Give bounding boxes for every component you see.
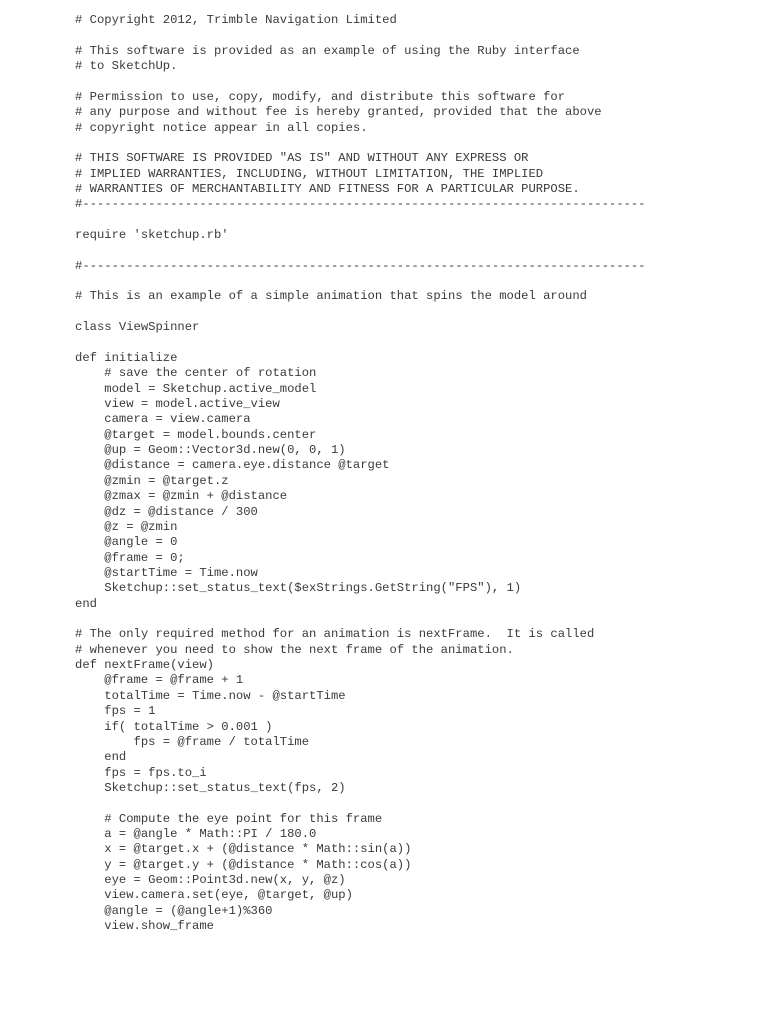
code-line: @target = model.bounds.center: [75, 427, 317, 442]
code-listing: [75, 13, 645, 935]
code-line: [75, 243, 645, 258]
code-line: [75, 796, 645, 811]
code-line: [75, 136, 645, 151]
code-line: @startTime = Time.now: [75, 565, 258, 580]
code-line: fps = 1: [75, 704, 156, 719]
code-line: def nextFrame(view): [75, 658, 214, 673]
code-line: @zmax = @zmin + @distance: [75, 489, 288, 504]
code-line: a = @angle * Math::PI / 180.0: [75, 827, 317, 842]
code-line: totalTime = Time.now - @startTime: [75, 688, 346, 703]
code-line: @distance = camera.eye.distance @target: [75, 458, 390, 473]
code-line: require 'sketchup.rb': [75, 228, 229, 243]
code-line: Sketchup::set_status_text(fps, 2): [75, 780, 346, 795]
code-line: # whenever you need to show the next frame of the animation.: [75, 642, 514, 657]
code-line: if( totalTime > 0.001 ): [75, 719, 273, 734]
code-line: # This software is provided as an example of using the Ruby interface: [75, 43, 580, 58]
code-line: # copyright notice appear in all copies.: [75, 120, 368, 135]
code-line: camera = view.camera: [75, 412, 251, 427]
code-line: end: [75, 750, 127, 765]
code-line: y = @target.y + (@distance * Math::cos(a)): [75, 857, 412, 872]
code-line: # any purpose and without fee is hereby granted, provided that the above: [75, 105, 602, 120]
code-line: #-----------------------------------------------------------------------------: [75, 197, 646, 212]
code-line: [75, 28, 645, 43]
code-line: # to SketchUp.: [75, 59, 178, 74]
code-line: fps = fps.to_i: [75, 765, 207, 780]
code-line: # save the center of rotation: [75, 366, 317, 381]
code-line: [75, 274, 645, 289]
code-line: class ViewSpinner: [75, 320, 200, 335]
code-line: # THIS SOFTWARE IS PROVIDED "AS IS" AND WITHOUT ANY EXPRESS OR: [75, 151, 529, 166]
code-line: x = @target.x + (@distance * Math::sin(a)): [75, 842, 412, 857]
code-line: [75, 336, 645, 351]
code-line: # Copyright 2012, Trimble Navigation Limited: [75, 13, 397, 27]
code-line: # This is an example of a simple animation that spins the model around: [75, 289, 587, 304]
code-line: [75, 74, 645, 89]
code-line: # Compute the eye point for this frame: [75, 811, 383, 826]
code-line: [75, 213, 645, 228]
code-line: @zmin = @target.z: [75, 473, 229, 488]
code-line: eye = Geom::Point3d.new(x, y, @z): [75, 873, 346, 888]
code-line: view = model.active_view: [75, 396, 280, 411]
code-line: @angle = 0: [75, 535, 178, 550]
code-line: # WARRANTIES OF MERCHANTABILITY AND FITNESS FOR A PARTICULAR PURPOSE.: [75, 181, 580, 196]
code-line: # The only required method for an animation is nextFrame. It is called: [75, 627, 595, 642]
code-line: @dz = @distance / 300: [75, 504, 258, 519]
code-line: [75, 612, 645, 627]
code-line: fps = @frame / totalTime: [75, 734, 310, 749]
code-line: @z = @zmin: [75, 519, 178, 534]
code-line: # Permission to use, copy, modify, and distribute this software for: [75, 89, 566, 104]
code-line: def initialize: [75, 350, 178, 365]
code-line: @up = Geom::Vector3d.new(0, 0, 1): [75, 443, 346, 458]
code-line: @angle = (@angle+1)%360: [75, 903, 273, 918]
code-line: @frame = 0;: [75, 550, 185, 565]
code-line: model = Sketchup.active_model: [75, 381, 317, 396]
code-line: [75, 305, 645, 320]
code-line: @frame = @frame + 1: [75, 673, 244, 688]
code-line: view.show_frame: [75, 919, 214, 934]
code-line: # IMPLIED WARRANTIES, INCLUDING, WITHOUT LIMITATION, THE IMPLIED: [75, 166, 544, 181]
code-line: #-----------------------------------------------------------------------------: [75, 258, 646, 273]
code-line: end: [75, 596, 97, 611]
code-line: Sketchup::set_status_text($exStrings.GetString("FPS"), 1): [75, 581, 522, 596]
code-line: view.camera.set(eye, @target, @up): [75, 888, 353, 903]
